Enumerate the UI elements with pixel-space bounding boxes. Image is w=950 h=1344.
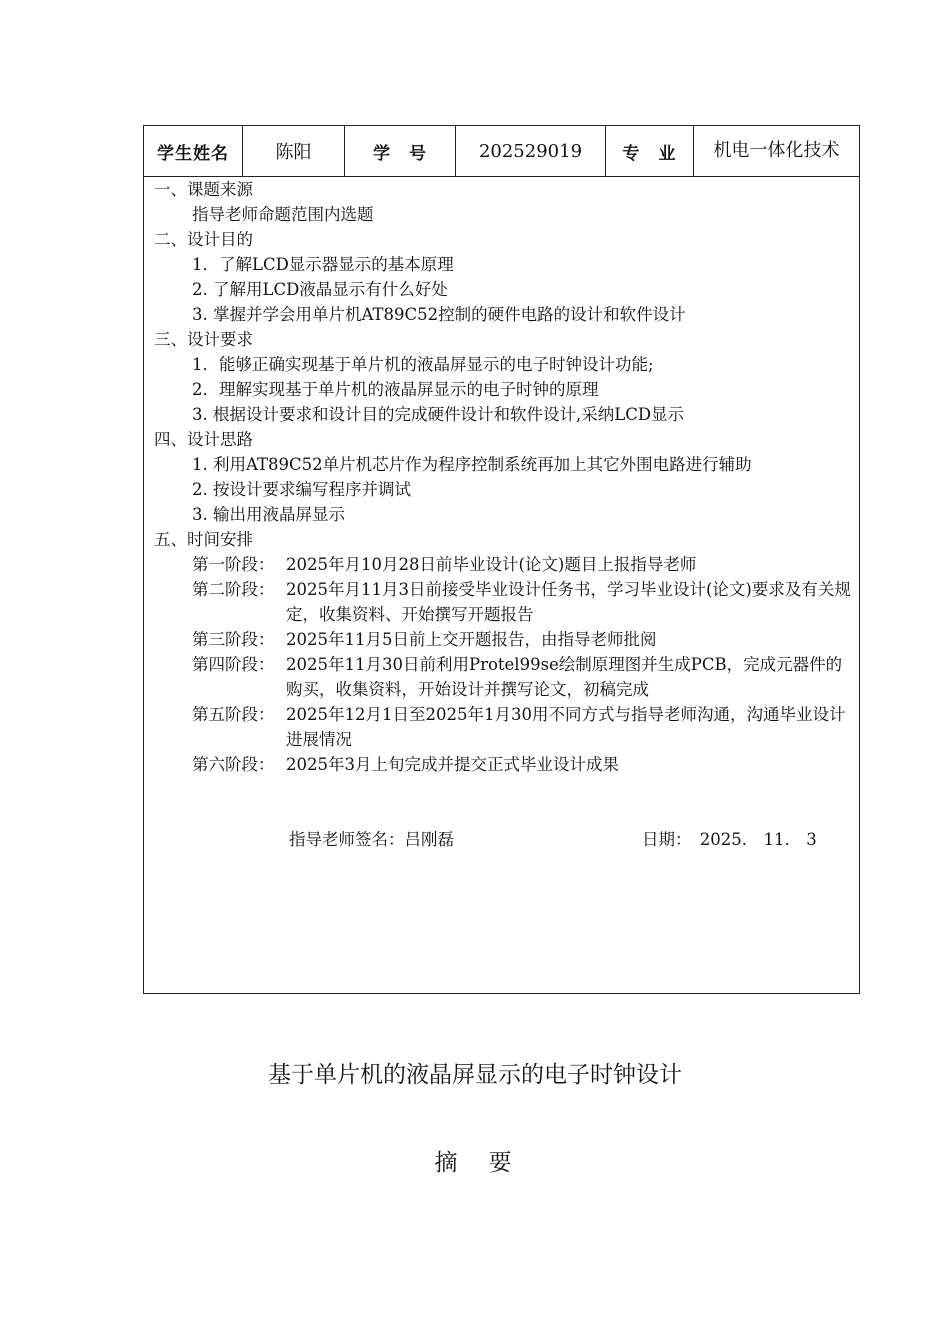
schedule-stage-1 [144, 552, 859, 577]
schedule-stage-5 [144, 702, 859, 752]
stage-label: 第四阶段： [192, 655, 275, 674]
stage-label: 第六阶段： [192, 755, 275, 774]
stage-text: 2025年11月5日前上交开题报告，由指导老师批阅 [286, 630, 657, 649]
schedule-stage-4 [144, 652, 859, 702]
section-title-schedule: 五、时间安排 [154, 530, 253, 549]
requirement-item-1: 1．能够正确实现基于单片机的液晶屏显示的电子时钟设计功能; [192, 355, 654, 374]
student-id-value: 202529019 [456, 126, 606, 176]
requirement-item-3: 3. 根据设计要求和设计目的完成硬件设计和软件设计,采纳LCD显示 [192, 405, 685, 424]
student-info-row [144, 126, 859, 177]
approach-item-3: 3. 输出用液晶屏显示 [192, 505, 345, 524]
section-title-requirements: 三、设计要求 [154, 330, 253, 349]
signature-date: 日期： 2025. 11. 3 [642, 830, 817, 849]
advisor-signature: 指导老师签名：吕刚磊 [289, 830, 454, 849]
stage-text: 2025年12月1日至2025年1月30用不同方式与指导老师沟通，沟通毕业设计进展情况 [286, 705, 846, 749]
stage-text: 2025年3月上旬完成并提交正式毕业设计成果 [286, 755, 619, 774]
student-name-label: 学生姓名 [144, 126, 243, 176]
purpose-item-1: 1．了解LCD显示器显示的基本原理 [192, 255, 454, 274]
major-label: 专 业 [606, 126, 694, 176]
proposal-content [144, 177, 859, 777]
stage-text: 2025年月10月28日前毕业设计(论文)题目上报指导老师 [286, 555, 697, 574]
stage-text: 2025年月11月3日前接受毕业设计任务书，学习毕业设计(论文)要求及有关规定，收集资料、开始撰写开题报告 [286, 580, 851, 624]
purpose-item-2: 2. 了解用LCD液晶显示有什么好处 [192, 280, 448, 299]
stage-label: 第一阶段： [192, 555, 275, 574]
source-item: 指导老师命题范围内选题 [192, 205, 374, 224]
requirement-item-2: 2．理解实现基于单片机的液晶屏显示的电子时钟的原理 [192, 380, 599, 399]
section-title-source: 一、课题来源 [154, 180, 253, 199]
stage-label: 第三阶段： [192, 630, 275, 649]
approach-item-2: 2. 按设计要求编写程序并调试 [192, 480, 411, 499]
student-id-label: 学 号 [345, 126, 456, 176]
schedule-stage-6 [144, 752, 859, 777]
proposal-form [143, 125, 860, 994]
purpose-item-3: 3. 掌握并学会用单片机AT89C52控制的硬件电路的设计和软件设计 [192, 305, 686, 324]
schedule-stage-3 [144, 627, 859, 652]
abstract-heading: 摘 要 [434, 1150, 516, 1176]
stage-label: 第二阶段： [192, 580, 275, 599]
student-name-value: 陈阳 [243, 126, 345, 176]
stage-text: 2025年11月30日前利用Protel99se绘制原理图并生成PCB，完成元器件的购买，收集资料，开始设计并撰写论文，初稿完成 [286, 655, 843, 699]
thesis-title: 基于单片机的液晶屏显示的电子时钟设计 [268, 1062, 682, 1088]
section-title-purpose: 二、设计目的 [154, 230, 253, 249]
approach-item-1: 1. 利用AT89C52单片机芯片作为程序控制系统再加上其它外围电路进行辅助 [192, 455, 752, 474]
major-value: 机电一体化技术 [713, 140, 840, 161]
section-title-approach: 四、设计思路 [154, 430, 253, 449]
schedule-stage-2 [144, 577, 859, 627]
stage-label: 第五阶段： [192, 705, 275, 724]
